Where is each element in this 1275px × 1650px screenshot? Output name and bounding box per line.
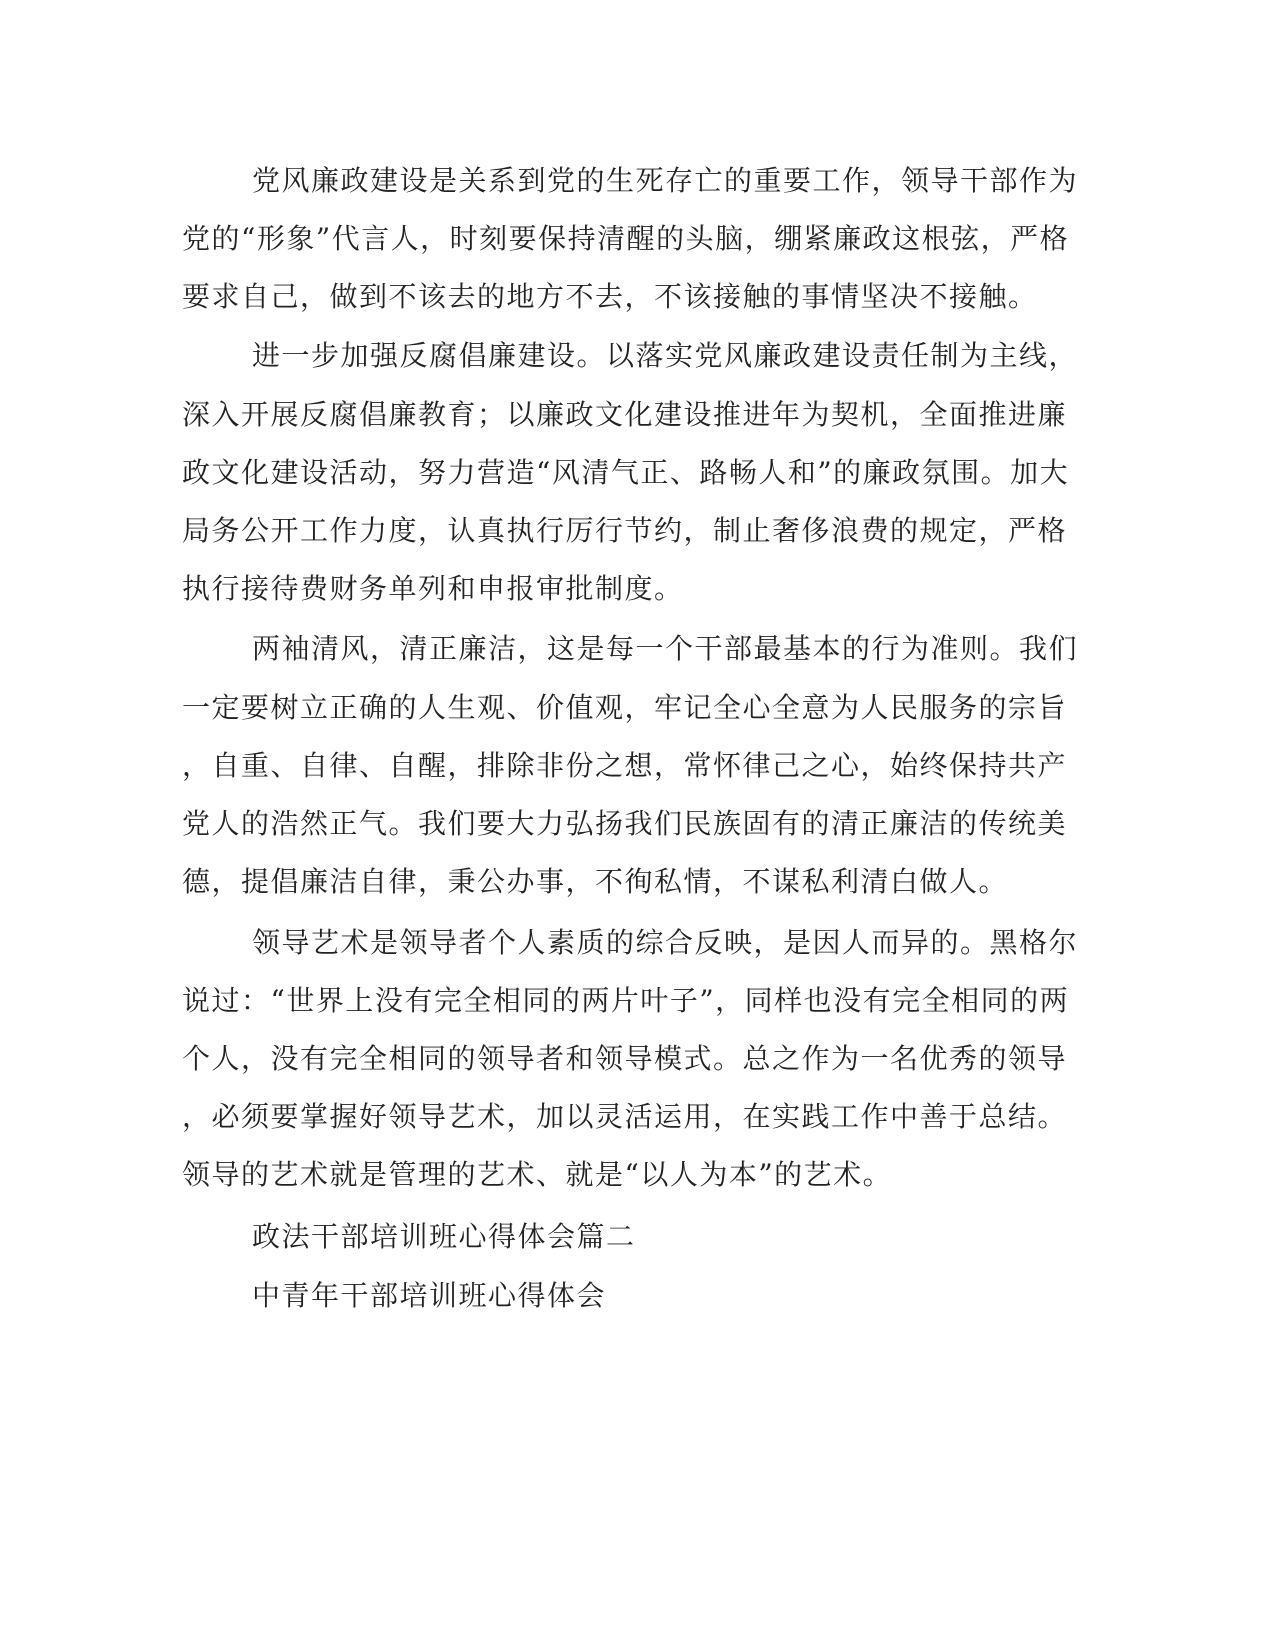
paragraph-4-line-3: 个人，没有完全相同的领导者和领导模式。总之作为一名优秀的领导 bbox=[182, 1042, 1068, 1075]
paragraph-4-line-2: 说过：“世界上没有完全相同的两片叶子”，同样也没有完全相同的两 bbox=[182, 984, 1070, 1017]
paragraph-3-line-3: ，自重、自律、自醒，排除非份之想，常怀律己之心，始终保持共产 bbox=[182, 749, 1068, 782]
paragraph-2-line-2: 深入开展反腐倡廉教育；以廉政文化建设推进年为契机，全面推进廉 bbox=[182, 398, 1068, 431]
paragraph-3-line-2: 一定要树立正确的人生观、价值观，牢记全心全意为人民服务的宗旨 bbox=[182, 691, 1068, 724]
paragraph-1-line-3: 要求自己，做到不该去的地方不去，不该接触的事情坚决不接触。 bbox=[182, 280, 1038, 313]
paragraph-3-line-1: 两袖清风，清正廉洁，这是每一个干部最基本的行为准则。我们 bbox=[252, 632, 1079, 665]
paragraph-1-line-2: 党的“形象”代言人，时刻要保持清醒的头脑，绷紧廉政这根弦，严格 bbox=[182, 222, 1070, 255]
paragraph-2-line-4: 局务公开工作力度，认真执行厉行节约，制止奢侈浪费的规定，严格 bbox=[182, 514, 1068, 547]
paragraph-4-line-4: ，必须要掌握好领导艺术，加以灵活运用，在实践工作中善于总结。 bbox=[182, 1100, 1068, 1133]
section-subheading: 中青年干部培训班心得体会 bbox=[252, 1279, 607, 1312]
section-heading: 政法干部培训班心得体会篇二 bbox=[252, 1220, 636, 1253]
paragraph-2-line-3: 政文化建设活动，努力营造“风清气正、路畅人和”的廉政氛围。加大 bbox=[182, 456, 1070, 489]
paragraph-1-line-1: 党风廉政建设是关系到党的生死存亡的重要工作，领导干部作为 bbox=[252, 164, 1079, 197]
paragraph-4-line-1: 领导艺术是领导者个人素质的综合反映，是因人而异的。黑格尔 bbox=[252, 926, 1079, 959]
paragraph-4-line-5: 领导的艺术就是管理的艺术、就是“以人为本”的艺术。 bbox=[182, 1158, 893, 1191]
paragraph-3-line-4: 党人的浩然正气。我们要大力弘扬我们民族固有的清正廉洁的传统美 bbox=[182, 807, 1068, 840]
paragraph-3-line-5: 德，提倡廉洁自律，秉公办事，不徇私情，不谋私利清白做人。 bbox=[182, 865, 1009, 898]
paragraph-2-line-1: 进一步加强反腐倡廉建设。以落实党风廉政建设责任制为主线， bbox=[252, 339, 1079, 372]
paragraph-2-line-5: 执行接待费财务单列和申报审批制度。 bbox=[182, 572, 684, 605]
